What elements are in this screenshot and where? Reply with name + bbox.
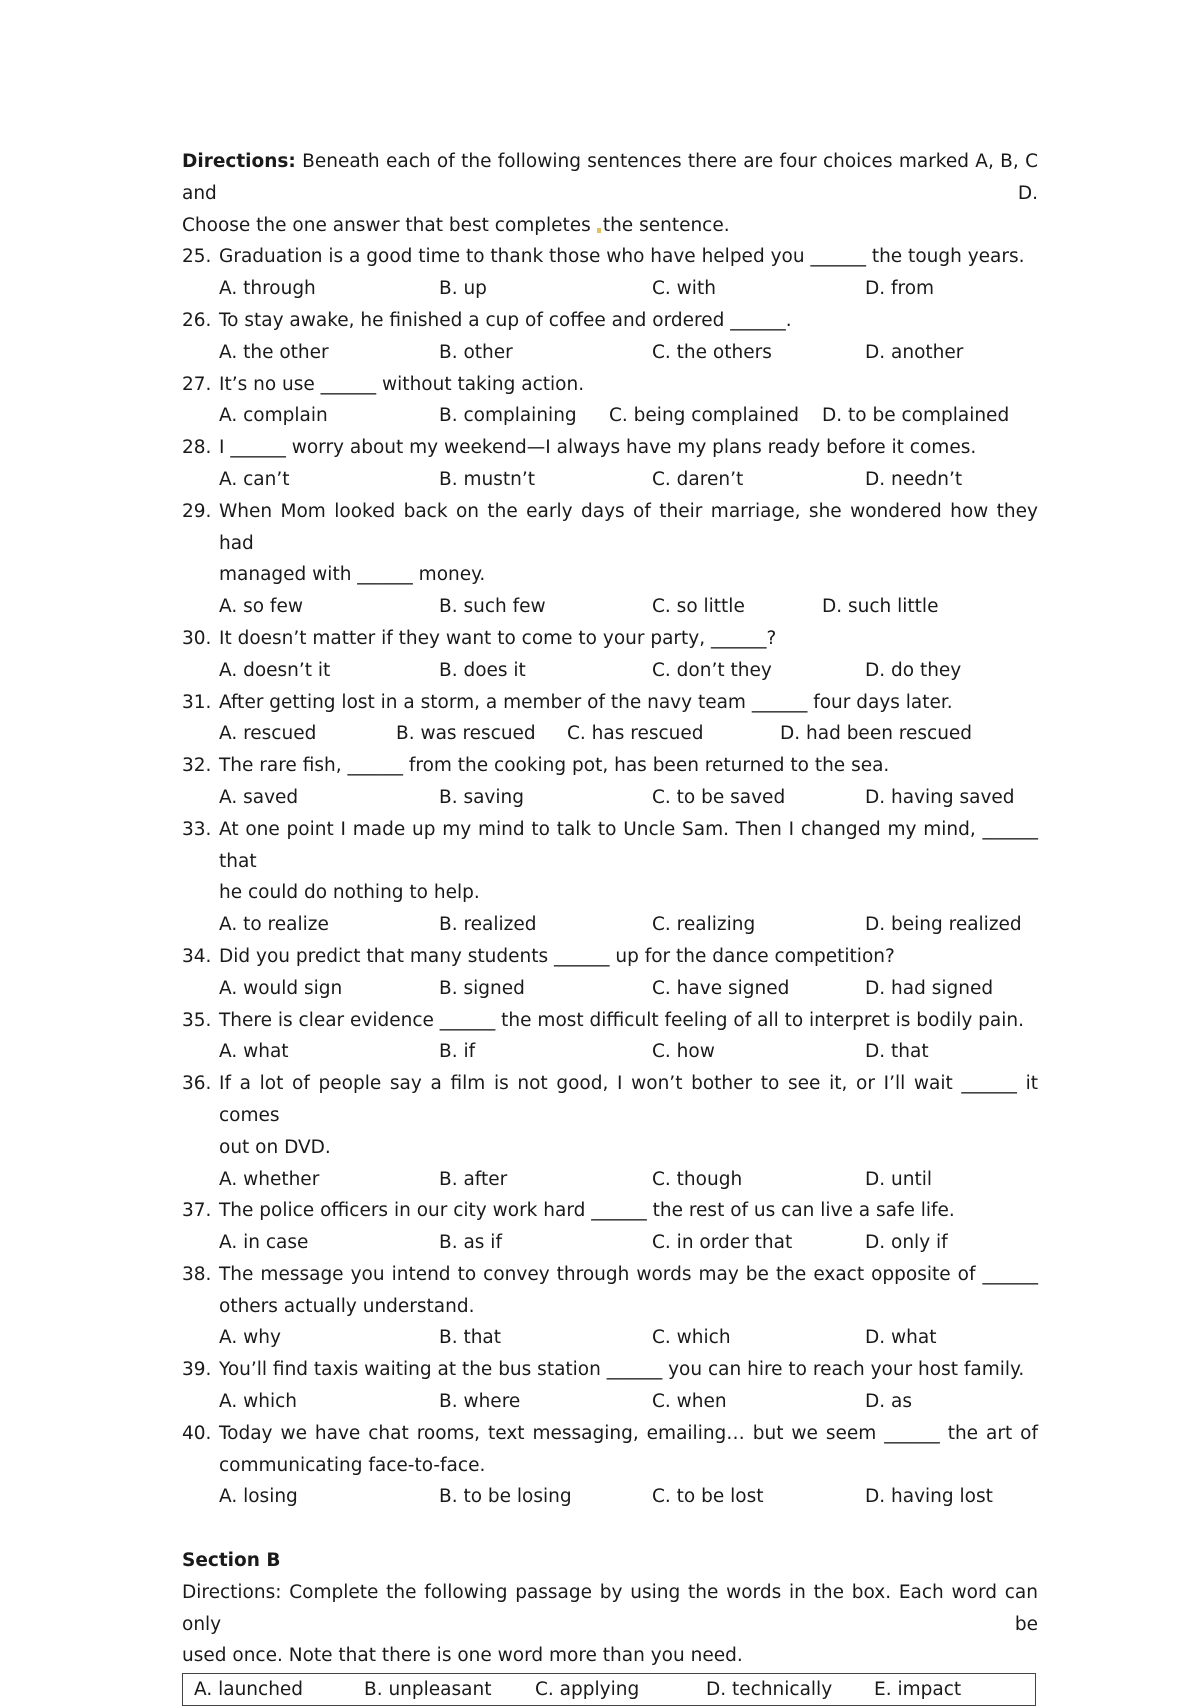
answer-option-a[interactable]: A. doesn’t it [219, 659, 331, 681]
answer-options [219, 273, 1038, 305]
answer-option-d[interactable]: D. do they [865, 659, 962, 681]
answer-option-c[interactable]: C. though [652, 1168, 743, 1190]
question-item [182, 369, 1038, 433]
question-text [182, 496, 1038, 591]
answer-option-d[interactable]: D. until [865, 1168, 932, 1190]
directions-line-2: Choose the one answer that best completes the sentence. [182, 214, 730, 236]
question-text [182, 241, 1038, 273]
answer-option-a[interactable]: A. would sign [219, 977, 343, 999]
question-text [182, 369, 1038, 401]
answer-option-b[interactable]: B. to be losing [439, 1486, 572, 1508]
question-number: 31. [182, 691, 212, 713]
answer-option-c[interactable]: C. so little [652, 596, 745, 618]
question-text-line-2: he could do nothing to help. [219, 882, 480, 904]
word-box-item: B. unpleasant [364, 1679, 492, 1701]
answer-option-a[interactable]: A. in case [219, 1232, 309, 1254]
question-text-line: I ______ worry about my weekend—I always have my plans ready before it comes. [219, 437, 977, 459]
question-number: 34. [182, 945, 212, 967]
question-number: 32. [182, 755, 212, 777]
question-item [182, 1068, 1038, 1195]
question-text [182, 687, 1038, 719]
question-number: 38. [182, 1263, 212, 1285]
question-item [182, 1195, 1038, 1259]
answer-option-d[interactable]: D. needn’t [865, 468, 963, 490]
question-item [182, 496, 1038, 623]
question-text-line: The police officers in our city work hard ______ the rest of us can live a safe life. [219, 1200, 955, 1222]
question-text [182, 432, 1038, 464]
question-text-line-2: others actually understand. [219, 1295, 475, 1317]
answer-option-b[interactable]: B. does it [439, 659, 526, 681]
question-text-line-1: At one point I made up my mind to talk to Uncle Sam. Then I changed my mind, ______ that [219, 818, 1038, 872]
answer-option-c[interactable]: C. have signed [652, 977, 790, 999]
question-item [182, 1259, 1038, 1354]
word-box-item: D. technically [706, 1679, 833, 1701]
answer-option-c[interactable]: C. when [652, 1391, 727, 1413]
question-item [182, 1005, 1038, 1069]
word-box-item: C. applying [535, 1679, 640, 1701]
answer-option-c[interactable]: C. in order that [652, 1232, 793, 1254]
question-number: 36. [182, 1073, 212, 1095]
question-number: 37. [182, 1200, 212, 1222]
answer-option-b[interactable]: B. such few [439, 596, 546, 618]
answer-options [219, 591, 1038, 623]
answer-option-b[interactable]: B. after [439, 1168, 508, 1190]
exam-page [182, 146, 1038, 1706]
question-text-line: After getting lost in a storm, a member of the navy team ______ four days later. [219, 691, 953, 713]
answer-option-a[interactable]: A. which [219, 1391, 297, 1413]
answer-option-d[interactable]: D. to be complained [822, 405, 1010, 427]
question-number: 27. [182, 373, 212, 395]
question-text [182, 1418, 1038, 1482]
answer-option-b[interactable]: B. if [439, 1041, 476, 1063]
question-text [182, 1354, 1038, 1386]
answer-option-d[interactable]: D. having lost [865, 1486, 993, 1508]
question-text-line-2: out on DVD. [219, 1136, 331, 1158]
answer-option-b[interactable]: B. mustn’t [439, 468, 535, 490]
question-number: 39. [182, 1359, 212, 1381]
section-b-directions-2: used once. Note that there is one word more than you need. [182, 1645, 743, 1667]
question-text [182, 623, 1038, 655]
question-text-line: There is clear evidence ______ the most difficult feeling of all to interpret is bodily pain. [219, 1009, 1025, 1031]
spacer [182, 1513, 1038, 1545]
answer-option-c[interactable]: C. which [652, 1327, 731, 1349]
answer-option-d[interactable]: D. from [865, 278, 935, 300]
answer-option-c[interactable]: C. realizing [652, 914, 756, 936]
answer-option-d[interactable]: D. being realized [865, 914, 1022, 936]
question-text-line-1: When Mom looked back on the early days of their marriage, she wondered how they had [219, 500, 1038, 554]
answer-option-b[interactable]: B. realized [439, 914, 537, 936]
answer-option-d[interactable]: D. had been rescued [780, 723, 973, 745]
question-item [182, 623, 1038, 687]
question-text-line: Did you predict that many students ______ up for the dance competition? [219, 945, 895, 967]
answer-options [219, 909, 1038, 941]
question-text-line: It doesn’t matter if they want to come to your party, ______? [219, 627, 777, 649]
answer-option-d[interactable]: D. only if [865, 1232, 948, 1254]
answer-options [219, 337, 1038, 369]
answer-option-c[interactable]: C. with [652, 278, 716, 300]
question-text [182, 814, 1038, 909]
question-text-line: To stay awake, he finished a cup of coffee and ordered ______. [219, 309, 792, 331]
answer-option-d[interactable]: D. having saved [865, 786, 1015, 808]
section-b-directions-1: Directions: Complete the following passage by using the words in the box. Each word can only be [182, 1581, 1038, 1635]
answer-option-b[interactable]: B. as if [439, 1232, 502, 1254]
answer-option-b[interactable]: B. signed [439, 977, 525, 999]
answer-options [219, 1164, 1038, 1196]
answer-option-c[interactable]: C. the others [652, 341, 772, 363]
answer-option-b[interactable]: B. was rescued [396, 723, 536, 745]
directions-line-1: Directions: Beneath each of the following sentences there are four choices marked A, B, C and D. [182, 151, 1038, 204]
answer-options [219, 1227, 1038, 1259]
question-number: 28. [182, 437, 212, 459]
answer-option-a[interactable]: A. to realize [219, 914, 329, 936]
question-text-line: The rare fish, ______ from the cooking pot, has been returned to the sea. [219, 755, 890, 777]
answer-option-b[interactable]: B. saving [439, 786, 524, 808]
question-text [182, 1195, 1038, 1227]
question-text [182, 1259, 1038, 1323]
answer-option-d[interactable]: D. that [865, 1041, 929, 1063]
answer-options [219, 1481, 1038, 1513]
answer-option-c[interactable]: C. how [652, 1041, 715, 1063]
question-item [182, 1354, 1038, 1418]
question-text [182, 305, 1038, 337]
answer-option-a[interactable]: A. complain [219, 405, 328, 427]
question-text [182, 750, 1038, 782]
answer-option-a[interactable]: A. the other [219, 341, 329, 363]
question-item [182, 432, 1038, 496]
question-item [182, 941, 1038, 1005]
answer-option-d[interactable]: D. as [865, 1391, 912, 1413]
question-item [182, 305, 1038, 369]
answer-option-b[interactable]: B. complaining [439, 405, 577, 427]
question-text [182, 941, 1038, 973]
word-box-item: E. impact [874, 1679, 962, 1701]
answer-option-b[interactable]: B. up [439, 278, 487, 300]
answer-option-b[interactable]: B. where [439, 1391, 521, 1413]
question-text-line: It’s no use ______ without taking action. [219, 373, 585, 395]
answer-options [219, 973, 1038, 1005]
question-text-line: You’ll find taxis waiting at the bus station ______ you can hire to reach your host family. [219, 1359, 1025, 1381]
question-item [182, 814, 1038, 941]
question-text-line-1: If a lot of people say a film is not good, I won’t bother to see it, or I’ll wait ______ it comes [219, 1073, 1038, 1126]
question-text-line-2: managed with ______ money. [219, 564, 486, 586]
question-text-line-2: communicating face-to-face. [219, 1454, 486, 1476]
answer-option-b[interactable]: B. other [439, 341, 513, 363]
question-number: 40. [182, 1422, 212, 1444]
question-number: 26. [182, 309, 212, 331]
question-text-line: Graduation is a good time to thank those who have helped you ______ the tough years. [219, 246, 1025, 268]
question-list [182, 241, 1038, 1513]
question-text [182, 1005, 1038, 1037]
answer-option-a[interactable]: A. through [219, 278, 316, 300]
answer-option-c[interactable]: C. to be saved [652, 786, 786, 808]
question-item [182, 687, 1038, 751]
answer-options [219, 1386, 1038, 1418]
answer-option-d[interactable]: D. had signed [865, 977, 994, 999]
question-number: 35. [182, 1009, 212, 1031]
answer-option-d[interactable]: D. another [865, 341, 964, 363]
directions-label: Directions: [182, 151, 296, 172]
question-text-line-1: The message you intend to convey through words may be the exact opposite of ______ [219, 1263, 1038, 1285]
answer-options [219, 718, 1038, 750]
answer-option-a[interactable]: A. so few [219, 596, 303, 618]
word-box [182, 1673, 1036, 1706]
question-text [182, 1068, 1038, 1163]
answer-options [219, 464, 1038, 496]
question-number: 25. [182, 246, 212, 268]
answer-options [219, 655, 1038, 687]
question-item [182, 1418, 1038, 1513]
section-b-title: Section B [182, 1550, 281, 1572]
answer-option-c[interactable]: C. has rescued [567, 723, 704, 745]
answer-option-c[interactable]: C. being complained [609, 405, 800, 427]
question-number: 33. [182, 818, 212, 840]
word-box-item: A. launched [194, 1679, 304, 1701]
answer-option-a[interactable]: A. whether [219, 1168, 320, 1190]
answer-option-b[interactable]: B. that [439, 1327, 502, 1349]
answer-option-a[interactable]: A. what [219, 1041, 289, 1063]
question-item [182, 241, 1038, 305]
question-number: 30. [182, 627, 212, 649]
answer-options [219, 400, 1038, 432]
answer-options [219, 1322, 1038, 1354]
answer-option-d[interactable]: D. such little [822, 596, 939, 618]
answer-options [219, 782, 1038, 814]
answer-option-a[interactable]: A. why [219, 1327, 281, 1349]
answer-option-d[interactable]: D. what [865, 1327, 937, 1349]
answer-option-a[interactable]: A. saved [219, 786, 299, 808]
question-text-line-1: Today we have chat rooms, text messaging, emailing… but we seem ______ the art of [219, 1422, 1038, 1444]
answer-options [219, 1036, 1038, 1068]
answer-option-c[interactable]: C. to be lost [652, 1486, 764, 1508]
answer-option-a[interactable]: A. losing [219, 1486, 298, 1508]
answer-option-c[interactable]: C. don’t they [652, 659, 772, 681]
answer-option-a[interactable]: A. can’t [219, 468, 290, 490]
question-item [182, 750, 1038, 814]
answer-option-a[interactable]: A. rescued [219, 723, 317, 745]
cursor-mark [597, 228, 601, 233]
question-number: 29. [182, 500, 212, 522]
answer-option-c[interactable]: C. daren’t [652, 468, 744, 490]
